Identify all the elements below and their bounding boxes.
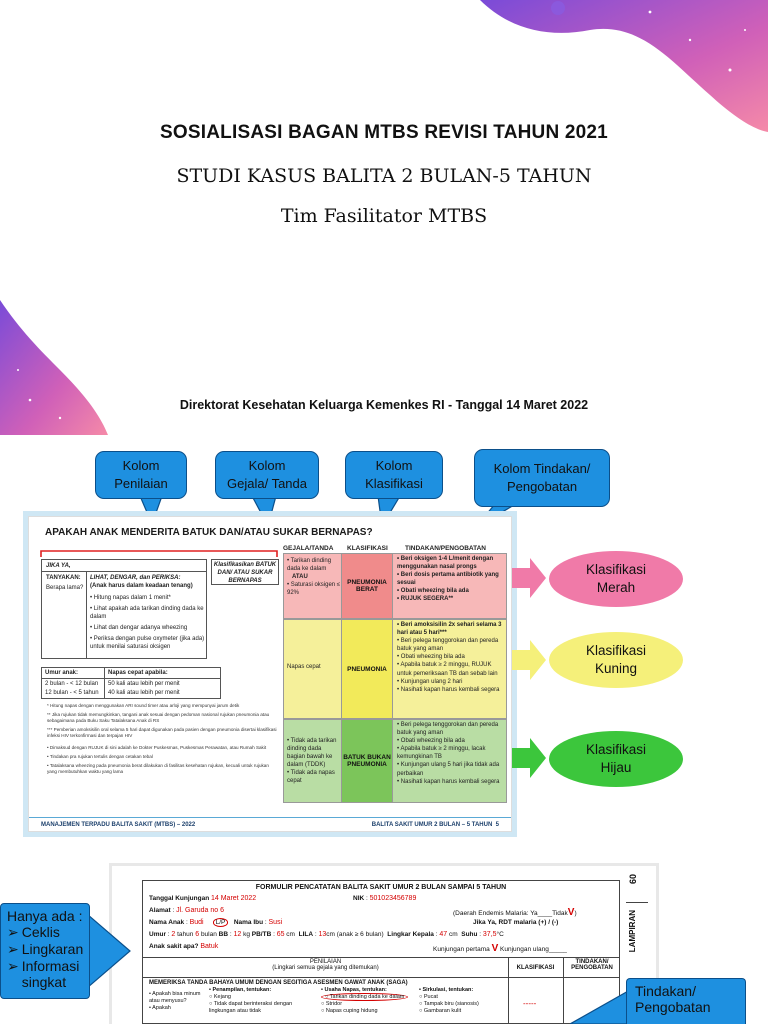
- subtitle: STUDI KASUS BALITA 2 BULAN-5 TAHUN: [176, 165, 592, 187]
- form-line-kunjungan: Kunjungan pertama V Kunjungan ulang_____: [433, 943, 567, 954]
- hanya-ada-item: ➢ Lingkaran: [7, 941, 84, 957]
- saga-col3: • Usaha Napas, tentukan: ○ Tarikan dinding dada ke dalam ○ Stridor ○ Napas cuping hidung: [321, 987, 409, 1016]
- tindakan-card: [626, 978, 746, 1024]
- arrow-bullet-icon: ➢: [7, 958, 19, 974]
- panel-question: APAKAH ANAK MENDERITA BATUK DAN/ATAU SUKAR BERNAPAS?: [45, 527, 373, 538]
- nama-ibu-value: Susi: [268, 919, 283, 926]
- note-item: ** Jika rujukan tidak memungkinkan, tangani anak sesuai dengan pedoman nasional rujukan pneumonia atau sebagaimana pada Buku Saku Tatalaksana Anak di RS: [47, 711, 270, 723]
- hanya-ada-item: ➢ Informasi singkat: [7, 958, 80, 991]
- form-col-penilaian: PENILAIAN (Lingkari semua gejala yang ditemukan): [272, 959, 379, 971]
- form-line-nik: NIK : 501023456789: [353, 895, 417, 902]
- saga-col4: • Sirkulasi, tentukan: ○ Pucat ○ Tampak biru (sianosis) ○ Gambaran kulit: [419, 987, 479, 1015]
- napas-row: 40 kali atau lebih per menit: [108, 690, 180, 696]
- footer-right: BALITA SAKIT UMUR 2 BULAN – 5 TAHUN 5: [371, 821, 499, 828]
- decorative-blob-left: [0, 300, 120, 435]
- callout-kolom-gejala: [215, 451, 319, 499]
- form-title: FORMULIR PENCATATAN BALITA SAKIT UMUR 2 BULAN SAMPAI 5 TAHUN: [255, 884, 507, 891]
- ellipse-klasifikasi-hijau: [549, 731, 683, 787]
- tanyakan-label: TANYAKAN:: [46, 575, 81, 581]
- panel-footer: [29, 817, 511, 831]
- check-item: • Periksa dengan pulse oxymeter (jika ada) untuk menilai saturasi oksigen: [90, 636, 205, 651]
- form-inner: [142, 880, 620, 1024]
- umur-head: Umur anak:: [45, 670, 79, 676]
- tanggal-value: 14 Maret 2022: [211, 895, 257, 902]
- note-item: • Tindakan pra rujukan tertulis dengan cetakan tebal: [47, 753, 153, 759]
- callout-klasifikasi-text: Kolom Klasifikasi: [365, 458, 423, 491]
- red-bracket: [39, 547, 279, 559]
- arrow-hijau: [512, 738, 546, 778]
- hanya-ada-item: ➢ Ceklis: [7, 924, 60, 940]
- form-line-sakit: Anak sakit apa? Batuk: [149, 943, 219, 950]
- gejala-yellow: Napas cepat: [287, 664, 321, 670]
- klasifikasi-hijau-text: Klasifikasi Hijau: [585, 741, 647, 775]
- klasifikasi-kuning-text: Klasifikasi Kuning: [585, 642, 647, 676]
- tindakan-red: • Beri oksigen 1-4 L/menit dengan menggunakan nasal prongs • Beri dosis pertama antibiotik yang sesuai • Obati wheezing bila ada • RUJUK SEGERA**: [397, 556, 499, 603]
- arrow-kuning: [512, 640, 546, 680]
- klasifikasi-pneumonia: PNEUMONIA: [341, 619, 393, 719]
- form-col-tindakan: TINDAKAN/ PENGOBATAN: [571, 959, 613, 971]
- footer-left: MANAJEMEN TERPADU BALITA SAKIT (MTBS) – 2022: [41, 821, 196, 828]
- mtbs-chart-panel: [28, 516, 512, 832]
- callout-kolom-tindakan: [474, 449, 610, 507]
- lp-circle: L/P: [213, 918, 229, 927]
- form-line-umur: Umur : 2 tahun 6 bulan BB : 12 kg PB/TB : 65 cm LILA : 13cm (anak ≥ 6 bulan) Lingkar Kepala : 47 cm Suhu : 37,5°C: [149, 931, 504, 938]
- ellipse-klasifikasi-kuning: [549, 632, 683, 688]
- hanya-ada-title: Hanya ada :: [7, 908, 83, 924]
- alamat-value: Jl. Garuda no 6: [176, 907, 224, 914]
- check-item: • Hitung napas dalam 1 menit*: [90, 595, 171, 601]
- col-head-klasifikasi: KLASIFIKASI: [347, 545, 388, 552]
- form-line-tanggal: Tanggal Kunjungan 14 Maret 2022: [149, 895, 257, 902]
- note-item: * Hitung napas dengan menggunakan ARI sound timer atau arloji yang mempunyai jarum detik: [47, 703, 240, 708]
- napas-head: Napas cepat apabila:: [108, 670, 168, 676]
- callout-kolom-klasifikasi: [345, 451, 443, 499]
- lampiran-num: 60: [628, 874, 638, 885]
- klasifikasikan-box: Klasifikasikan BATUK DAN/ ATAU SUKAR BERNAPAS: [211, 559, 279, 585]
- klasifikasi-merah-text: Klasifikasi Merah: [585, 561, 647, 595]
- arrow-merah: [512, 558, 546, 598]
- umur-row: 12 bulan - < 5 tahun: [45, 690, 99, 696]
- assessment-box: [41, 559, 207, 659]
- note-item: *** Pemberian amoksisilin oral selama 5 hari dapat digunakan pada pasien dengan pneumonia disertai klasifikasi infeksi HIV terkonfirmasi dan terpajan HIV: [47, 726, 277, 738]
- form-line-malaria: (Daerah Endemis Malaria: Ya____TidakV): [453, 907, 577, 918]
- napas-row: 50 kali atau lebih per menit: [108, 681, 180, 687]
- saga-title: MEMERIKSA TANDA BAHAYA UMUM DENGAN SEGITIGA ASESMEN GAWAT ANAK (SAGA): [149, 980, 408, 986]
- klasifikasi-dash: -----: [523, 999, 537, 1008]
- umur-row: 2 bulan - < 12 bulan: [45, 681, 99, 687]
- nama-anak-value: Budi: [189, 919, 204, 926]
- saga-col1: • Apakah bisa minum atau menyusu? • Apakah: [149, 991, 201, 1012]
- klasifikasi-batuk-bukan-pneumonia: BATUK BUKAN PNEUMONIA: [341, 719, 393, 803]
- check-item: • Lihat apakah ada tarikan dinding dada ke dalam: [90, 606, 204, 621]
- note-item: • Tatalaksana wheezing pada pneumonia berat dilakukan di fasilitas kesehatan rujukan, kecuali untuk rujukan yang membutuhkan waktu yang lama: [47, 762, 269, 774]
- tindakan-yellow: • Beri amoksisilin 2x sehari selama 3 hari atau 5 hari*** • Beri pelega tenggorokan dan pereda batuk yang aman • Obati wheezing bila ada • Apabila batuk ≥ 2 minggu, RUJUK untuk pemeriksaan TB dan sebab lain • Kunjungan ulang 2 hari • Nasihati kapan harus kembali segera: [397, 622, 502, 693]
- saga-col2: • Penampilan, tentukan: ○ Kejang ○ Tidak dapat berinteraksi dengan lingkungan atau tidak: [209, 987, 293, 1015]
- directorate-line: Direktorat Kesehatan Keluarga Kemenkes RI - Tanggal 14 Maret 2022: [179, 398, 589, 412]
- tindakan-pointer: [570, 990, 632, 1024]
- col-head-tindakan: TINDAKAN/PENGOBATAN: [405, 545, 487, 552]
- gejala-red: • Tarikan dinding dada ke dalam ATAU • Saturasi oksigen ≤ 92%: [287, 558, 341, 597]
- ellipse-klasifikasi-merah: [549, 551, 683, 607]
- form-line-alamat: Alamat : Jl. Garuda no 6: [149, 907, 224, 914]
- main-title: SOSIALISASI BAGAN MTBS REVISI TAHUN 2021: [160, 122, 608, 143]
- tindakan-green: • Beri pelega tenggorokan dan pereda batuk yang aman • Obati wheezing bila ada • Apabila batuk ≥ 2 minggu, lacak kemungkinan TB • Kunjungan ulang 5 hari jika tidak ada perbaikan • Nasihati kapan harus kembali segera: [397, 722, 500, 785]
- lihat-note: (Anak harus dalam keadaan tenang): [90, 583, 193, 589]
- umur-table: [41, 667, 221, 699]
- note-item: • Dimaksud dengan RUJUK di sini adalah ke Dokter Puskesmas, Puskesmas Perawatan, atau Rumah Sakit: [47, 744, 267, 750]
- col-head-gejala: GEJALA/TANDA: [283, 545, 334, 552]
- arrow-bullet-icon: ➢: [7, 941, 19, 957]
- form-line-nama: Nama Anak : Budi L/P Nama Ibu : Susi: [149, 919, 283, 926]
- form-line-rdt: Jika Ya, RDT malaria (+) / (-): [473, 919, 559, 926]
- decorative-blob-top-right: [440, 0, 768, 140]
- gejala-green: • Tidak ada tarikan dinding dada bagian bawah ke dalam (TDDK) • Tidak ada napas cepat: [287, 738, 337, 785]
- jika-ya-label: JIKA YA,: [46, 563, 71, 569]
- klasifikasi-pneumonia-berat: PNEUMONIA BERAT: [341, 553, 393, 619]
- lampiran-label: LAMPIRAN: [628, 910, 637, 953]
- arrow-bullet-icon: ➢: [7, 924, 19, 940]
- notes: [47, 703, 279, 775]
- callout-gejala-text: Kolom Gejala/ Tanda: [227, 458, 307, 491]
- berapa-lama-label: Berapa lama?: [46, 585, 84, 591]
- form-col-klasifikasi: KLASIFIKASI: [516, 965, 555, 971]
- callout-tindakan-text: Kolom Tindakan/ Pengobatan: [493, 461, 591, 494]
- callout-penilaian-text: Kolom Penilaian: [114, 458, 168, 491]
- team-title: Tim Fasilitator MTBS: [280, 205, 488, 227]
- nik-value: 501023456789: [369, 895, 417, 902]
- check-list: [90, 594, 206, 652]
- check-item: • Lihat dan dengar adanya wheezing: [90, 625, 188, 632]
- callout-kolom-penilaian: [95, 451, 187, 499]
- lihat-label: LIHAT, DENGAR, dan PERIKSA:: [90, 575, 181, 581]
- hanya-ada-card: [0, 903, 90, 999]
- tindakan-card-text: Tindakan/ Pengobatan: [635, 983, 711, 1015]
